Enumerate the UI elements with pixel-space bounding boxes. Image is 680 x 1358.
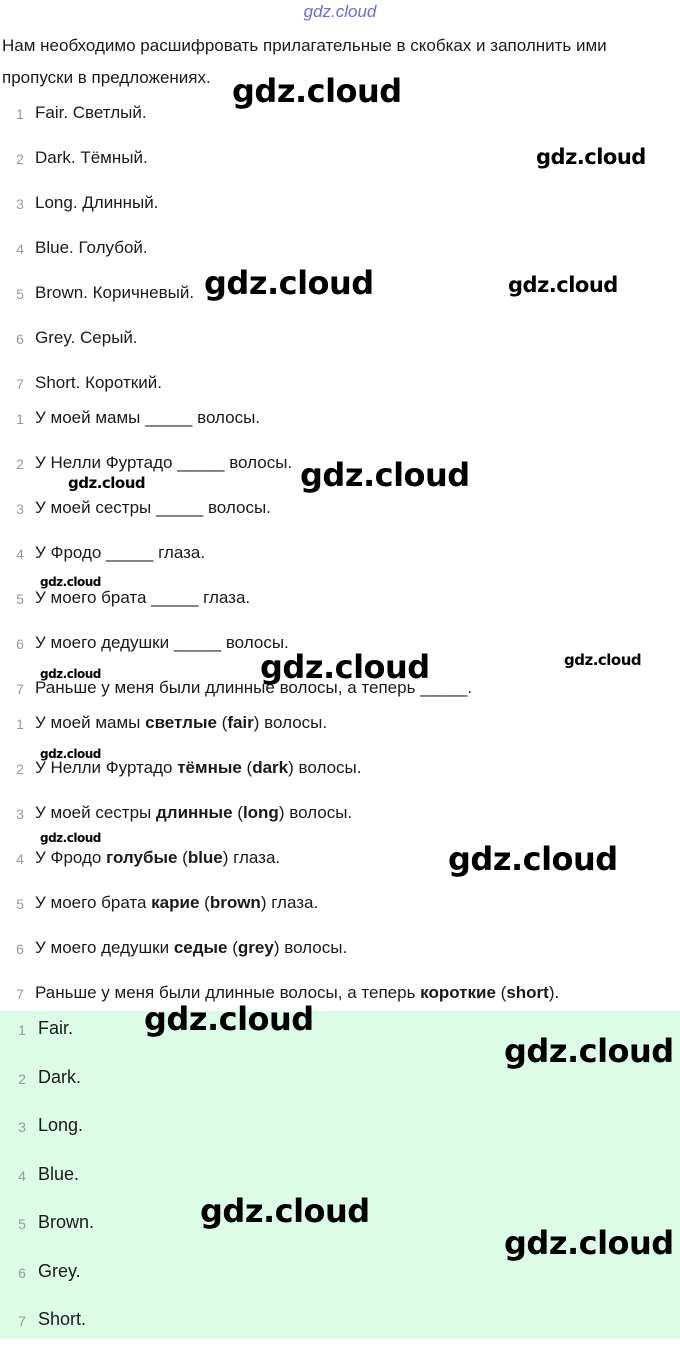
watermark: gdz.cloud: [536, 145, 646, 169]
sentence-start: Раньше у меня были длинные волосы, а теперь: [35, 983, 421, 1002]
watermark: gdz.cloud: [504, 1032, 674, 1070]
bracket-close: ): [548, 983, 555, 1002]
sentence-start: У Нелли Фуртадо: [35, 758, 178, 777]
gap-sentence-item: [0, 543, 680, 588]
watermark: gdz.cloud: [504, 1224, 674, 1262]
bracket-close: ): [278, 803, 285, 822]
answer-russian: карие: [151, 893, 200, 912]
answer-russian: голубые: [106, 848, 178, 867]
watermark: gdz.cloud: [40, 667, 101, 681]
item-number: 4: [16, 241, 24, 257]
bracket-close: ): [273, 938, 280, 957]
item-number: 7: [16, 681, 24, 697]
item-text: Brown. Коричневый.: [35, 283, 195, 302]
answer-english: dark: [252, 758, 289, 777]
item-number: 7: [16, 986, 24, 1002]
answer-russian: длинные: [155, 803, 233, 822]
filled-sentence-item: [0, 758, 680, 803]
bracket-open: (: [495, 983, 507, 1002]
watermark: gdz.cloud: [232, 72, 402, 110]
item-number: 5: [16, 591, 24, 607]
task-intro: Нам необходимо расшифровать прилагательные в скобках и заполнить ими пропуски в предложениях.: [2, 36, 607, 87]
item-number: 7: [18, 1313, 26, 1329]
answer-item: [0, 1309, 680, 1358]
bracket-close: ): [253, 713, 260, 732]
watermark: gdz.cloud: [40, 575, 101, 589]
gap-sentence-item: [0, 498, 680, 543]
bracket-close: ): [260, 893, 267, 912]
watermark: gdz.cloud: [260, 648, 430, 686]
bracket-close: ): [288, 758, 294, 777]
item-text: Blue.: [38, 1163, 80, 1184]
watermark: gdz.cloud: [204, 264, 374, 302]
site-link[interactable]: gdz.cloud: [303, 2, 377, 21]
translation-item: [0, 193, 680, 238]
item-text: [35, 713, 327, 733]
watermark: gdz.cloud: [508, 273, 618, 297]
sentence-end: волосы.: [279, 938, 348, 957]
sentence-start: У моей мамы: [35, 713, 146, 732]
item-text: Grey.: [38, 1260, 81, 1281]
watermark: gdz.cloud: [200, 1192, 370, 1230]
item-text: Fair. Светлый.: [35, 103, 147, 122]
watermark: gdz.cloud: [300, 456, 470, 494]
item-number: 4: [16, 851, 24, 867]
item-text: Short.: [38, 1309, 87, 1329]
answer-english: short: [506, 983, 549, 1002]
answer-russian: короткие: [420, 983, 496, 1002]
item-number: 1: [16, 411, 24, 427]
item-number: 7: [16, 376, 24, 392]
watermark: gdz.cloud: [40, 831, 101, 845]
item-number: 6: [16, 636, 24, 652]
item-number: 1: [16, 106, 24, 122]
watermark: gdz.cloud: [448, 840, 618, 878]
item-text: Long. Длинный.: [35, 193, 159, 212]
item-text: [35, 938, 347, 958]
translation-item: [0, 328, 680, 373]
filled-sentence-item: [0, 893, 680, 938]
item-text: Grey. Серый.: [35, 328, 138, 347]
item-number: 4: [16, 546, 24, 562]
answer-russian: седые: [173, 938, 228, 957]
sentence-end: глаза.: [228, 848, 281, 867]
answer-english: blue: [187, 848, 223, 867]
item-text: Dark.: [38, 1066, 82, 1087]
item-number: 5: [16, 896, 24, 912]
item-number: 3: [16, 196, 24, 212]
item-number: 3: [18, 1119, 26, 1135]
item-text: Brown.: [38, 1212, 95, 1232]
answer-russian: светлые: [145, 713, 217, 732]
item-text: У моей мамы _____ волосы.: [35, 408, 261, 427]
bracket-close: ): [222, 848, 229, 867]
sentence-end: волосы.: [293, 758, 362, 777]
answer-english: brown: [209, 893, 261, 912]
watermark: gdz.cloud: [564, 651, 642, 669]
item-text: Fair.: [38, 1018, 74, 1038]
sentence-start: У моей сестры: [35, 803, 156, 822]
item-text: Раньше у меня были длинные волосы, а теперь _____.: [35, 678, 473, 697]
sentence-start: У Фродо: [35, 848, 107, 867]
answer-russian: тёмные: [177, 758, 242, 777]
watermark: gdz.cloud: [144, 1000, 314, 1038]
item-number: 2: [16, 761, 24, 777]
item-number: 3: [16, 806, 24, 822]
filled-sentence-item: [0, 713, 680, 758]
item-number: 5: [16, 286, 24, 302]
answer-item: [0, 1067, 680, 1116]
item-text: У моей сестры _____ волосы.: [35, 498, 271, 517]
item-text: У Фродо _____ глаза.: [35, 543, 206, 562]
bracket-open: (: [177, 848, 188, 867]
item-number: 2: [18, 1070, 26, 1087]
sentence-end: волосы.: [284, 803, 353, 822]
bracket-open: (: [199, 893, 210, 912]
bracket-open: (: [216, 713, 228, 732]
item-text: [35, 758, 361, 778]
answer-english: grey: [237, 938, 274, 957]
item-text: Blue. Голубой.: [35, 238, 148, 257]
item-number: 1: [18, 1022, 26, 1038]
answer-item: [0, 1115, 680, 1164]
item-text: [35, 803, 352, 823]
item-number: 5: [18, 1216, 26, 1232]
item-text: У Нелли Фуртадо _____ волосы.: [35, 453, 293, 472]
bracket-open: (: [241, 758, 253, 777]
sentence-start: У моего брата: [35, 893, 152, 912]
answer-item: [0, 1261, 680, 1310]
item-text: У моего брата _____ глаза.: [35, 588, 251, 607]
answer-english: long: [242, 803, 279, 822]
bracket-open: (: [227, 938, 238, 957]
item-number: 2: [16, 151, 24, 167]
item-text: Long.: [38, 1115, 84, 1135]
item-number: 4: [18, 1167, 26, 1184]
item-number: 6: [18, 1264, 26, 1281]
item-text: Short. Короткий.: [35, 373, 162, 392]
item-number: 3: [16, 501, 24, 517]
sentence-end: .: [554, 983, 560, 1002]
sentence-start: У моего дедушки: [35, 938, 174, 957]
item-text: У моего дедушки _____ волосы.: [35, 633, 289, 652]
sentence-end: волосы.: [259, 713, 328, 732]
item-number: 6: [16, 331, 24, 347]
watermark: gdz.cloud: [68, 474, 146, 492]
item-number: 6: [16, 941, 24, 957]
item-text: [35, 848, 280, 868]
item-number: 1: [16, 716, 24, 732]
item-text: [35, 893, 318, 913]
filled-sentence-item: [0, 938, 680, 983]
watermark: gdz.cloud: [40, 747, 101, 761]
sentence-end: глаза.: [266, 893, 319, 912]
bracket-open: (: [232, 803, 243, 822]
answer-english: fair: [227, 713, 254, 732]
gap-sentence-item: [0, 408, 680, 453]
item-text: Dark. Тёмный.: [35, 148, 148, 167]
item-number: 2: [16, 456, 24, 472]
gap-sentence-item: [0, 588, 680, 633]
